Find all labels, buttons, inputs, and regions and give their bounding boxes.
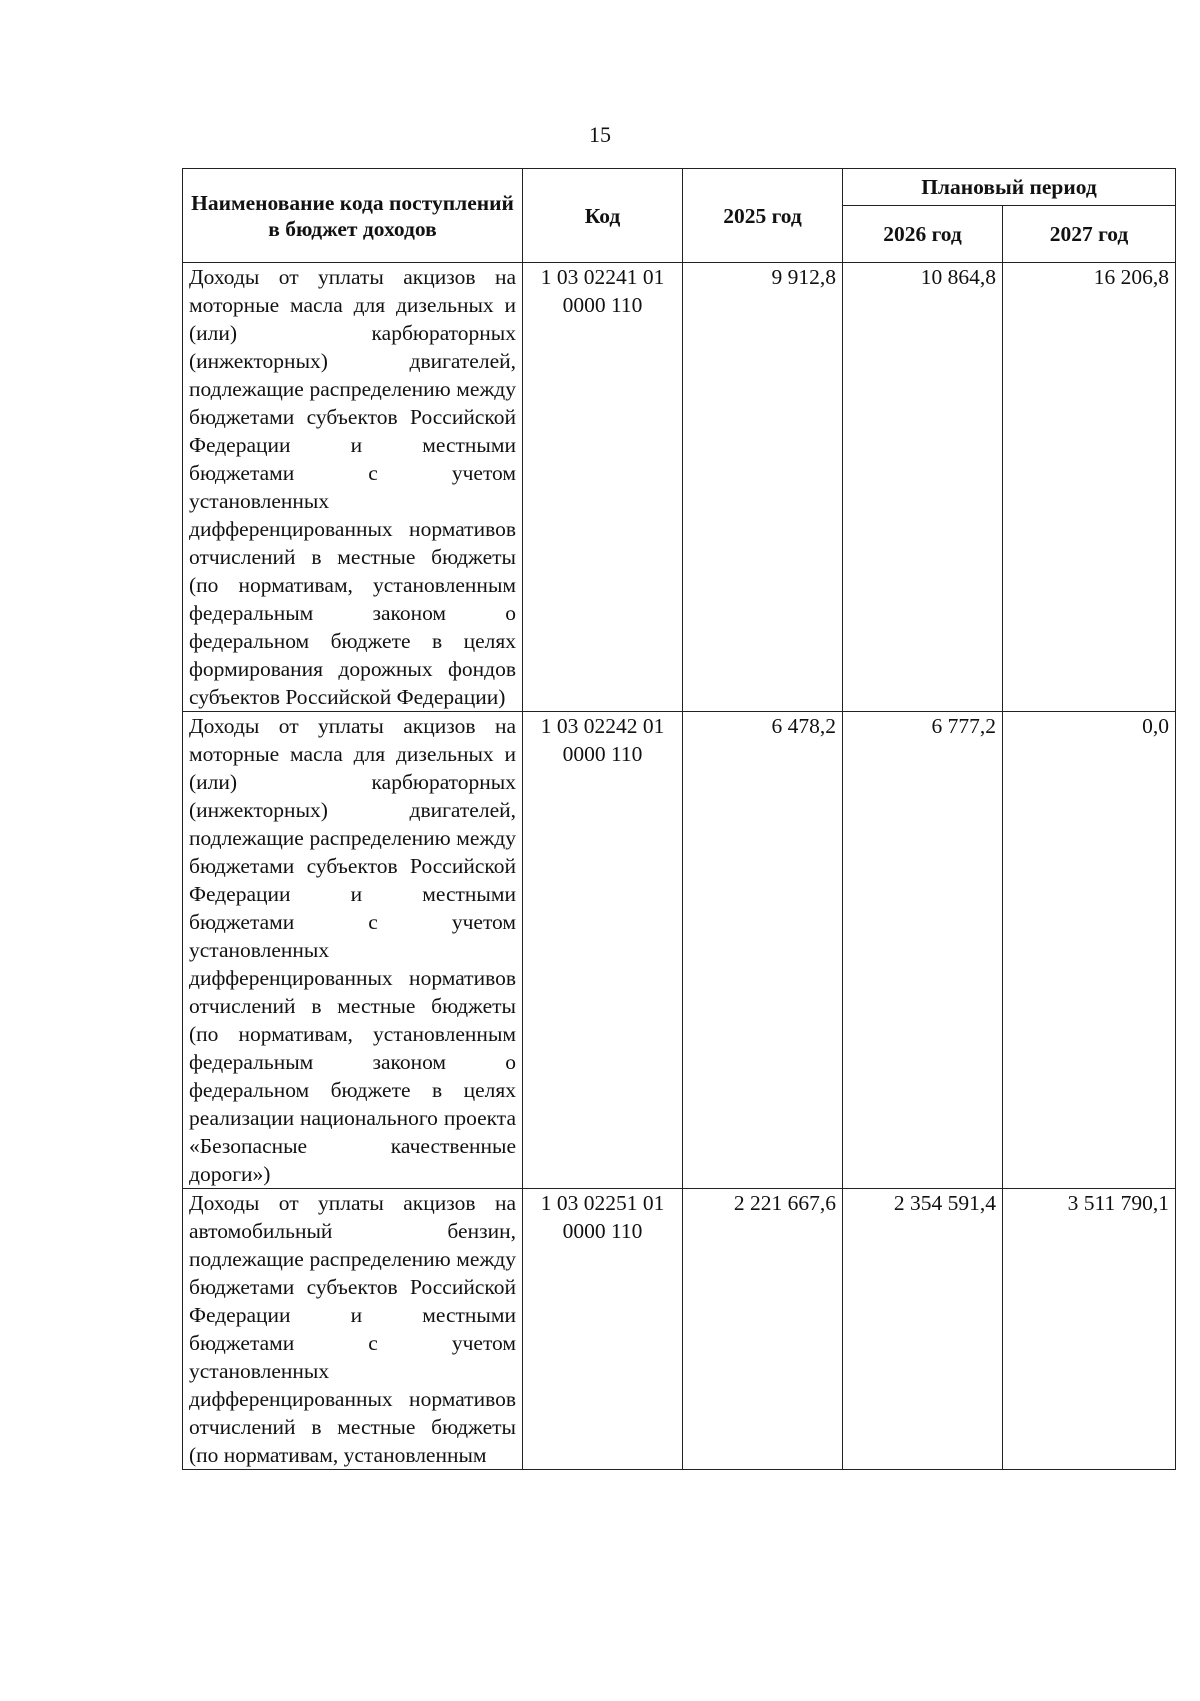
row-value-2027: 16 206,8 <box>1003 263 1176 712</box>
row-name: Доходы от уплаты акцизов на автомобильный бензин, подлежащие распределению между бюджетами субъектов Российской Федерации и местными бюджетами с учетом установленных дифференцированных нормативов отчислений в местные бюджеты (по нормативам, установленным <box>183 1189 523 1470</box>
row-value-2026: 6 777,2 <box>843 712 1003 1189</box>
row-code: 1 03 02251 01 0000 110 <box>523 1189 683 1470</box>
table-row <box>183 1189 1176 1470</box>
row-value-2026: 2 354 591,4 <box>843 1189 1003 1470</box>
table-row <box>183 263 1176 712</box>
row-name: Доходы от уплаты акцизов на моторные масла для дизельных и (или) карбюраторных (инжекторных) двигателей, подлежащие распределению между бюджетами субъектов Российской Федерации и местными бюджетами с учетом установленных дифференцированных нормативов отчислений в местные бюджеты (по нормативам, установленным федеральным законом о федеральном бюджете в целях формирования дорожных фондов субъектов Российской Федерации) <box>183 263 523 712</box>
table-header <box>183 169 1176 263</box>
header-name: Наименование кода поступлений в бюджет доходов <box>183 169 523 263</box>
row-value-2025: 2 221 667,6 <box>683 1189 843 1470</box>
header-year-2025: 2025 год <box>683 169 843 263</box>
header-code: Код <box>523 169 683 263</box>
table-row <box>183 712 1176 1189</box>
header-planning-period: Плановый период <box>843 169 1176 206</box>
header-year-2026: 2026 год <box>843 206 1003 263</box>
row-value-2025: 6 478,2 <box>683 712 843 1189</box>
row-value-2027: 3 511 790,1 <box>1003 1189 1176 1470</box>
header-year-2027: 2027 год <box>1003 206 1176 263</box>
row-value-2027: 0,0 <box>1003 712 1176 1189</box>
page-number: 15 <box>589 122 611 147</box>
row-name: Доходы от уплаты акцизов на моторные масла для дизельных и (или) карбюраторных (инжекторных) двигателей, подлежащие распределению между бюджетами субъектов Российской Федерации и местными бюджетами с учетом установленных дифференцированных нормативов отчислений в местные бюджеты (по нормативам, установленным федеральным законом о федеральном бюджете в целях реализации национального проекта «Безопасные качественные дороги») <box>183 712 523 1189</box>
row-value-2025: 9 912,8 <box>683 263 843 712</box>
row-code: 1 03 02241 01 0000 110 <box>523 263 683 712</box>
row-value-2026: 10 864,8 <box>843 263 1003 712</box>
row-code: 1 03 02242 01 0000 110 <box>523 712 683 1189</box>
revenue-table <box>182 168 1176 1470</box>
